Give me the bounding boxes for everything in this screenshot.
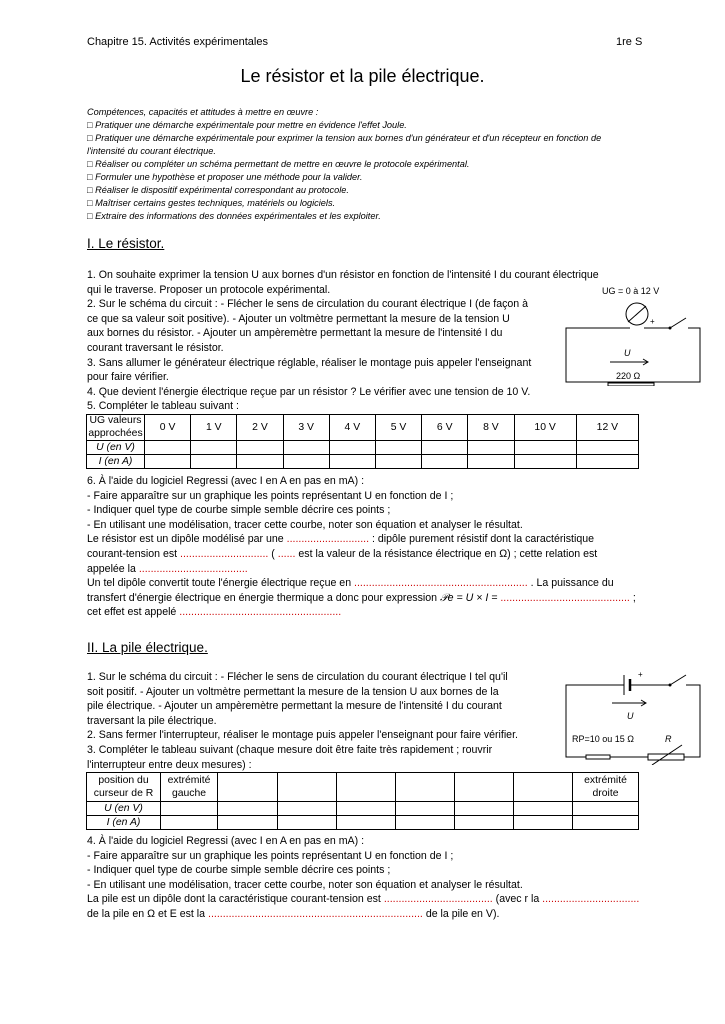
competence-item: □ Formuler une hypothèse et proposer une méthode pour la valider.: [87, 172, 363, 182]
text: courant-tension est: [87, 547, 181, 560]
table-cell: 10 V: [514, 415, 576, 441]
instruction-line: 2. Sur le schéma du circuit : - Flécher le sens de circulation du courant électrique I (de façon à: [87, 298, 529, 311]
table-cell: 0 V: [145, 415, 191, 441]
table-cell: 6 V: [422, 415, 468, 441]
text: Le résistor est un dipôle modélisé par une: [87, 533, 287, 546]
instruction-line: aux bornes du résistor. - Ajouter un ampèremètre permettant la mesure de l'intensité I du: [87, 327, 503, 340]
table-cell: 8 V: [468, 415, 514, 441]
page-title: Le résistor et la pile électrique.: [240, 66, 485, 86]
chapter-header: Chapitre 15. Activités expérimentales: [87, 36, 268, 48]
text: de la pile en V).: [422, 907, 500, 920]
table-cell[interactable]: [161, 802, 218, 816]
text: Un tel dipôle convertit toute l'énergie électrique reçue en: [87, 577, 355, 590]
instruction-line: - Indiquer quel type de courbe simple semble décrire ces points ;: [87, 504, 391, 517]
table-cell[interactable]: [455, 816, 514, 830]
text: de la pile en Ω et E est la: [87, 907, 208, 920]
battery-measurement-table: [86, 772, 639, 830]
table-cell[interactable]: [468, 455, 514, 469]
blank[interactable]: .......................................................: [179, 606, 342, 619]
competences-block: [87, 106, 647, 223]
blank[interactable]: .........................................................................: [208, 907, 423, 920]
table-cell: 2 V: [237, 415, 283, 441]
table-cell[interactable]: [337, 802, 396, 816]
fill-line: [87, 605, 642, 620]
table-cell[interactable]: [455, 802, 514, 816]
instruction-line: soit positif. - Ajouter un voltmètre permettant la mesure de la tension U aux bornes de la: [87, 685, 499, 698]
resistor-symbol: [608, 383, 654, 386]
section-1-title: I. Le résistor.: [87, 236, 165, 251]
section-2-title: II. La pile électrique.: [87, 640, 208, 655]
table-cell[interactable]: [218, 802, 278, 816]
blank[interactable]: ...........................................................: [354, 577, 528, 590]
table-cell[interactable]: [337, 816, 396, 830]
text: (avec r la: [492, 893, 543, 906]
blank[interactable]: .....................................: [138, 562, 248, 575]
table-cell: 4 V: [329, 415, 375, 441]
instruction-line: l'interrupteur entre deux mesures) :: [87, 758, 252, 771]
blank[interactable]: ..............................: [180, 547, 269, 560]
table-cell[interactable]: [191, 455, 237, 469]
fill-line: [87, 547, 642, 562]
table-row: [87, 816, 639, 830]
competence-item: □ Maîtriser certains gestes techniques, matériels ou logiciels.: [87, 198, 336, 208]
header-left-end: extrémité gauche: [161, 773, 218, 802]
table-cell[interactable]: [278, 816, 337, 830]
table-cell: 1 V: [191, 415, 237, 441]
header-right-end: extrémité droite: [573, 773, 639, 802]
section-1-instructions: [87, 268, 642, 414]
table-cell[interactable]: [218, 773, 278, 802]
table-cell[interactable]: [576, 455, 638, 469]
fill-line: [87, 591, 642, 606]
row-header-ug: UG valeurs approchées: [88, 415, 143, 439]
table-cell[interactable]: [396, 802, 455, 816]
table-cell[interactable]: [514, 441, 576, 455]
table-cell[interactable]: [514, 802, 573, 816]
table-cell: 5 V: [375, 415, 421, 441]
instruction-line: 3. Compléter le tableau suivant (chaque mesure doit être faite très rapidement ; rouvrir: [87, 743, 493, 756]
table-cell[interactable]: [455, 773, 514, 802]
fill-line: [87, 892, 642, 907]
instruction-line: qui le traverse. Proposer un protocole expérimental.: [87, 283, 331, 296]
competence-item: □ Réaliser le dispositif expérimental correspondant au protocole.: [87, 185, 349, 195]
instruction-line: 4. Que devient l'énergie électrique reçue par un résistor ? Le vérifier avec une tension de 10 V.: [87, 385, 531, 398]
wire-segment: [684, 685, 700, 757]
table-cell[interactable]: [218, 816, 278, 830]
table-cell[interactable]: [396, 773, 455, 802]
row-header-u: U (en V): [87, 802, 161, 816]
instruction-line: - Indiquer quel type de courbe simple semble décrire ces points ;: [87, 864, 391, 877]
rp-label: RP=10 ou 15 Ω: [572, 734, 635, 744]
row-header-u: U (en V): [87, 441, 145, 455]
text: est la valeur de la résistance électrique en Ω) ; cette relation est: [295, 547, 598, 560]
switch-symbol: [670, 675, 686, 685]
row-header-i: I (en A): [87, 455, 145, 469]
instruction-line: pile électrique. - Ajouter un ampèremètre permettant la mesure de l'intensité I du courant: [87, 700, 502, 713]
table-cell[interactable]: [396, 816, 455, 830]
instruction-line: 3. Sans allumer le générateur électrique réglable, réaliser le montage puis appeler l'enseignant: [87, 356, 532, 369]
table-cell[interactable]: [576, 441, 638, 455]
instruction-line: - Faire apparaître sur un graphique les points représentant U en fonction de I ;: [87, 489, 454, 502]
fill-line: [87, 532, 642, 547]
u-label: U: [624, 348, 631, 358]
section-1-regressi: [87, 474, 642, 620]
table-cell[interactable]: [283, 455, 329, 469]
table-cell: 3 V: [283, 415, 329, 441]
table-cell[interactable]: [337, 773, 396, 802]
circuit-wire: [566, 685, 624, 757]
table-cell[interactable]: [514, 816, 573, 830]
table-row: [87, 441, 639, 455]
row-header-i: I (en A): [87, 816, 161, 830]
instruction-line: - Faire apparaître sur un graphique les points représentant U en fonction de I ;: [87, 849, 454, 862]
r-label: R: [665, 734, 672, 744]
resistor-circuit-diagram: [562, 284, 704, 386]
competences-heading: Compétences, capacités et attitudes à mettre en œuvre :: [87, 107, 319, 117]
fill-line: [87, 562, 642, 577]
resistor-measurement-table: [86, 414, 639, 469]
text: . La puissance du: [527, 577, 614, 590]
competence-item: l'intensité du courant électrique.: [87, 146, 216, 156]
table-cell[interactable]: [375, 455, 421, 469]
table-cell[interactable]: [329, 455, 375, 469]
header-cursor-position: position du curseur de R: [87, 773, 161, 802]
table-cell[interactable]: [237, 455, 283, 469]
blank[interactable]: ............................: [286, 533, 370, 546]
text: (: [268, 547, 278, 560]
table-cell[interactable]: [468, 441, 514, 455]
fill-line: [87, 907, 642, 922]
text: La pile est un dipôle dont la caractéristique courant-tension est: [87, 893, 384, 906]
text: cet effet est appelé: [87, 606, 180, 619]
table-cell[interactable]: [329, 441, 375, 455]
table-cell[interactable]: [145, 455, 191, 469]
text: appelée la: [87, 562, 139, 575]
source-label: UG = 0 à 12 V: [602, 286, 660, 296]
table-cell[interactable]: [237, 441, 283, 455]
table-cell[interactable]: [145, 441, 191, 455]
section-2-instructions: [87, 670, 642, 772]
instruction-line: traversant la pile électrique.: [87, 714, 217, 727]
table-row: [87, 802, 639, 816]
instruction-line: 5. Compléter le tableau suivant :: [87, 400, 239, 413]
formula: 𝒫e = U × I =: [440, 591, 501, 604]
competence-item: □ Extraire des informations des données expérimentales et les exploiter.: [87, 211, 381, 221]
text: : dipôle purement résistif dont la caractéristique: [369, 533, 594, 546]
switch-contact: [669, 327, 672, 330]
blank[interactable]: ......: [277, 547, 296, 560]
plus-sign: +: [638, 670, 643, 679]
table-cell[interactable]: [375, 441, 421, 455]
table-cell: 12 V: [576, 415, 638, 441]
instruction-line: pour faire vérifier.: [87, 371, 169, 384]
competence-item: □ Réaliser ou compléter un schéma permettant de mettre en œuvre le protocole expérimental.: [87, 159, 470, 169]
switch-symbol: [670, 318, 686, 328]
table-cell[interactable]: [278, 802, 337, 816]
table-cell[interactable]: [283, 441, 329, 455]
table-cell[interactable]: [422, 441, 468, 455]
u-label: U: [627, 711, 634, 721]
plus-sign: +: [650, 317, 655, 326]
blank[interactable]: ............................................: [500, 591, 630, 604]
instruction-line: ce que sa valeur soit positive). - Ajouter un voltmètre permettant la mesure de la tension U: [87, 312, 510, 325]
switch-contact: [669, 684, 672, 687]
table-cell[interactable]: [161, 816, 218, 830]
table-cell[interactable]: [514, 773, 573, 802]
instruction-line: 6. À l'aide du logiciel Regressi (avec I en A en pas en mA) :: [87, 475, 365, 487]
text: ;: [629, 591, 636, 604]
blank[interactable]: .....................................: [383, 893, 493, 906]
instruction-line: - En utilisant une modélisation, tracer cette courbe, noter son équation et analyser le résultat.: [87, 518, 523, 531]
table-cell[interactable]: [191, 441, 237, 455]
table-row: [87, 773, 639, 802]
battery-circuit-diagram: [562, 665, 704, 765]
competence-item: □ Pratiquer une démarche expérimentale pour exprimer la tension aux bornes d'un générateur et d'un récepteur en fonction de: [87, 133, 602, 143]
rheostat-symbol: [648, 754, 684, 760]
protection-resistor: [586, 755, 610, 759]
table-cell[interactable]: [278, 773, 337, 802]
class-level: 1re S: [616, 36, 643, 48]
section-2-regressi: [87, 834, 642, 922]
resistor-label: 220 Ω: [616, 371, 641, 381]
text: transfert d'énergie électrique en énergie thermique a donc pour expression: [87, 591, 441, 604]
table-cell[interactable]: [573, 802, 639, 816]
competence-item: □ Pratiquer une démarche expérimentale pour mettre en évidence l'effet Joule.: [87, 120, 407, 130]
blank[interactable]: .................................: [542, 893, 640, 906]
instruction-line: - En utilisant une modélisation, tracer cette courbe, noter son équation et analyser le résultat.: [87, 878, 523, 891]
table-row: [87, 455, 639, 469]
fill-line: [87, 576, 642, 591]
instruction-line: 2. Sans fermer l'interrupteur, réaliser le montage puis appeler l'enseignant pour faire vérifier.: [87, 729, 518, 742]
instruction-line: 4. À l'aide du logiciel Regressi (avec I en A en pas en mA) :: [87, 835, 365, 847]
table-row: [87, 415, 639, 441]
instruction-line: 1. On souhaite exprimer la tension U aux bornes d'un résistor en fonction de l'intensité I du courant électrique: [87, 269, 599, 281]
instruction-line: courant traversant le résistor.: [87, 341, 224, 354]
instruction-line: 1. Sur le schéma du circuit : - Flécher le sens de circulation du courant électrique I tel qu'il: [87, 671, 508, 683]
table-cell[interactable]: [422, 455, 468, 469]
table-cell[interactable]: [573, 816, 639, 830]
table-cell[interactable]: [514, 455, 576, 469]
